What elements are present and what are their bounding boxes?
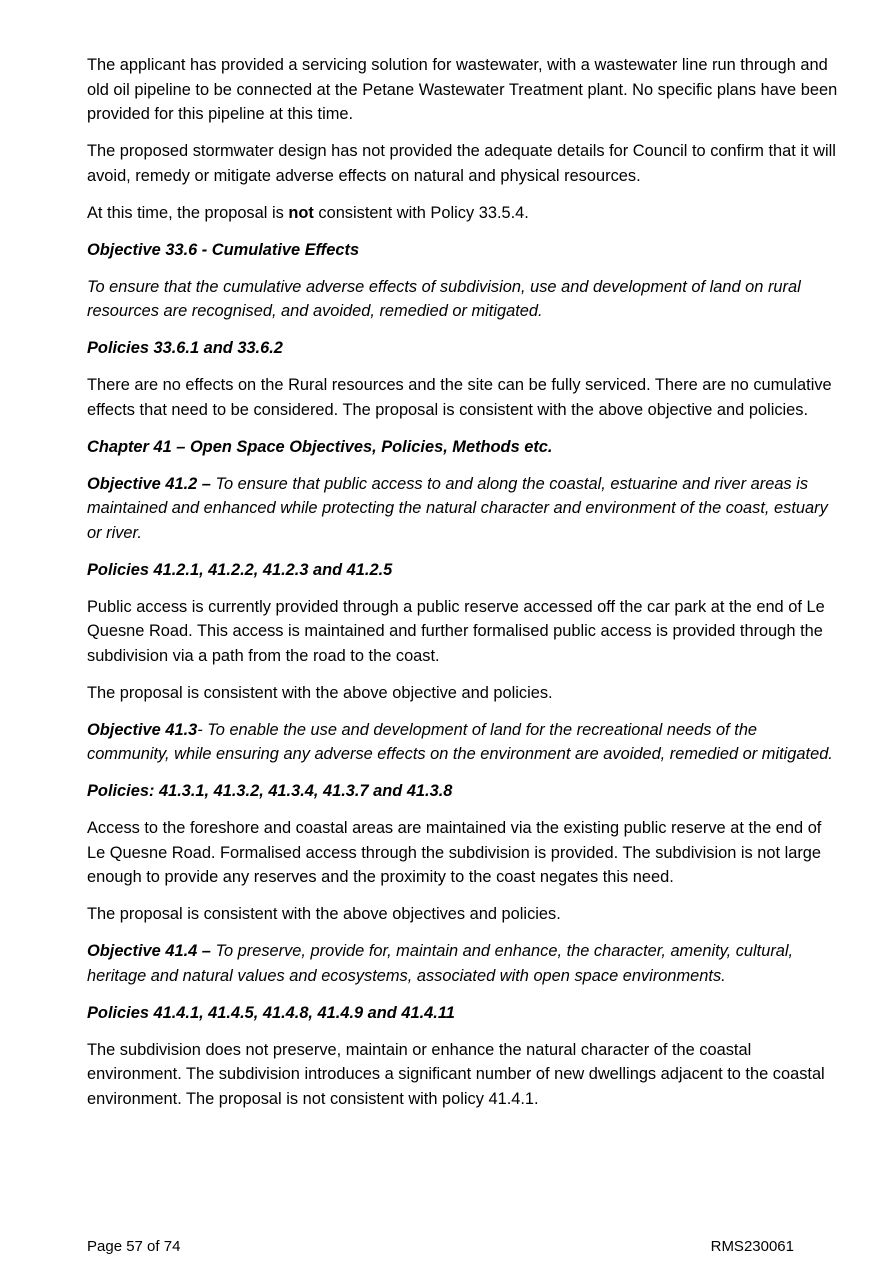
- heading-policies-41-4: Policies 41.4.1, 41.4.5, 41.4.8, 41.4.9 and 41.4.11: [87, 1003, 455, 1022]
- objective-41-4: [87, 939, 839, 988]
- paragraph-policies-41-3-b: The proposal is consistent with the above objectives and policies.: [87, 905, 561, 923]
- heading-policies-33-6: Policies 33.6.1 and 33.6.2: [87, 339, 283, 357]
- objective-33-6-text: To ensure that the cumulative adverse effects of subdivision, use and development of land on rural resources are recognised, and avoided, remedied or mitigated.: [87, 277, 801, 320]
- paragraph-stormwater: The proposed stormwater design has not provided the adequate details for Council to confirm that it will avoid, remedy or mitigate adverse effects on natural and physical resources.: [87, 142, 836, 185]
- paragraph-wastewater: The applicant has provided a servicing solution for wastewater, with a wastewater line run through and old oil pipeline to be connected at the Petane Wastewater Treatment plant. No specific plans have been provided for this pipeline at this time.: [87, 56, 838, 123]
- paragraph-policies-41-2-b: The proposal is consistent with the above objective and policies.: [87, 683, 553, 702]
- heading-policies-41-2: Policies 41.2.1, 41.2.2, 41.2.3 and 41.2.5: [87, 560, 393, 579]
- paragraph-policies-41-3-a: Access to the foreshore and coastal areas are maintained via the existing public reserve at the end of Le Quesne Road. Formalised access through the subdivision is provided. The subdivision is not large enough to provide any reserves and the proximity to the coast negates this need.: [87, 819, 822, 886]
- paragraph-policies-33-6: There are no effects on the Rural resources and the site can be fully serviced. There are no cumulative effects that need to be considered. The proposal is consistent with the above objective and policies.: [87, 376, 832, 419]
- objective-41-3-lead: Objective 41.3: [87, 720, 198, 739]
- objective-41-2: [87, 472, 839, 546]
- heading-objective-33-6: Objective 33.6 - Cumulative Effects: [87, 240, 360, 259]
- heading-chapter-41: Chapter 41 – Open Space Objectives, Policies, Methods etc.: [87, 437, 553, 456]
- document-body: [87, 53, 839, 1124]
- objective-41-2-lead: Objective 41.2 –: [87, 474, 211, 493]
- paragraph-policies-41-2-a: Public access is currently provided through a public reserve accessed off the car park at the end of Le Quesne Road. This access is maintained and further formalised public access is provided through the subdivision via a path from the road to the coast.: [87, 597, 825, 665]
- objective-41-4-text: To preserve, provide for, maintain and enhance, the character, amenity, cultural, heritage and natural values and ecosystems, associated with open space environments.: [87, 942, 794, 985]
- text-segment: consistent with Policy 33.5.4.: [313, 203, 529, 222]
- objective-41-3-text: - To enable the use and development of land for the recreational needs of the community, while ensuring any adverse effects on the environment are avoided, remedied or mitigated.: [87, 720, 833, 763]
- heading-policies-41-3: Policies: 41.3.1, 41.3.2, 41.3.4, 41.3.7 and 41.3.8: [87, 782, 453, 800]
- objective-41-4-lead: Objective 41.4 –: [87, 942, 211, 960]
- bold-not: not: [288, 203, 314, 222]
- text-segment: At this time, the proposal is: [87, 203, 289, 222]
- document-reference: RMS230061: [710, 1238, 794, 1255]
- paragraph-policy-33-5-4: [87, 201, 839, 226]
- page-number: Page 57 of 74: [87, 1238, 181, 1255]
- objective-41-2-text: To ensure that public access to and along the coastal, estuarine and river areas is maintained and enhanced while protecting the natural character and environment of the coast, estuary or river.: [87, 474, 828, 542]
- objective-41-3: [87, 718, 839, 767]
- paragraph-policies-41-4: The subdivision does not preserve, maintain or enhance the natural character of the coastal environment. The subdivision introduces a significant number of new dwellings adjacent to the coastal environment. The proposal is not consistent with policy 41.4.1.: [87, 1040, 825, 1108]
